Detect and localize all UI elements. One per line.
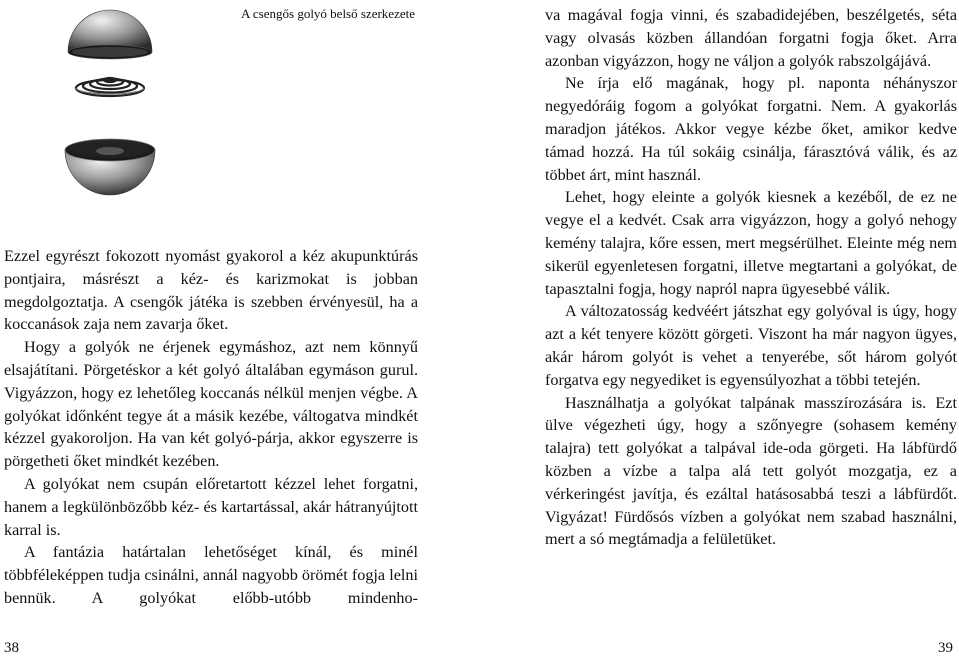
illustration-caption: A csengős golyó belső szerkezete <box>240 6 415 21</box>
paragraph: Hogy a golyók ne érjenek egymáshoz, azt nem könnyű elsajátítani. Pörgetéskor a két golyó általában egymáson gurul. Vigyázzon, hogy ez lehetőleg koccanás nélkül menjen végbe. A golyókat időnként tegye át a másik kezébe, váltogatva mindkét kézzel gyakoroljon. Ha van két golyó-párja, akkor egyszerre is pörgetheti őket mindkét kezében. <box>4 338 418 471</box>
paragraph: A fantázia határtalan lehetőséget kínál, és minél többféleképpen tudja csinálni, annál nagyobb örömét fogja lelni bennük. A golyókat előbb-utóbb mindenho- <box>4 543 418 607</box>
paragraph: Ezzel egyrészt fokozott nyomást gyakorol a kéz akupunktúrás pontjaira, másrészt a kéz- és karizmokat is jobban megdolgoztatja. A csengők játéka is szebben érvényesül, ha a koccanások zaja nem zavarja őket. <box>4 247 418 334</box>
paragraph: Használhatja a golyókat talpának masszírozására is. Ezt ülve végezheti úgy, hogy a szőnyegre (sohasem kemény talajra) tett golyókat a talpával ide-oda görgeti. Ha lábfürdő közben a vízbe a talpa alá tett golyót mozgatja, ez a vérkeringést javítja, és ezáltal hatásosabbá teszi a lábfürdőt. Vigyázat! Fürdősós vízben a golyókat nem szabad használni, mert a só megtámadja a felületüket. <box>545 393 957 549</box>
page-number-right: 39 <box>938 640 953 656</box>
lower-hemisphere <box>65 139 155 195</box>
paragraph: Lehet, hogy eleinte a golyók kiesnek a kezéből, de ez ne vegye el a kedvét. Csak arra vigyázzon, hogy a golyó nehogy kemény talajra, kőre essen, mert megsérülhet. Eleinte még nem sikerül egyenletesen forgatni, illetve megtartani a golyókat, de tapasztalni fogja, hogy napról napra ügyesebbé válik. <box>545 188 957 298</box>
paragraph: va magával fogja vinni, és szabadidejében, beszélgetés, séta vagy olvasás közben állandóan forgatni fogja őket. Arra azonban vigyázzon, hogy ne váljon a golyók rabszolgájává. <box>545 6 957 70</box>
paragraph: A változatosság kedvéért játszhat egy golyóval is úgy, hogy azt a két tenyere között görgeti. Viszont ha már nagyon ügyes, akár három golyót is vehet a tenyerébe, sőt három golyót forgatva egy negyediket is egyensúlyozhat a többi tetején. <box>545 302 957 389</box>
spiral-coil <box>76 78 144 96</box>
right-column <box>545 4 957 551</box>
paragraph: Ne írja elő magának, hogy pl. naponta néhányszor negyedóráig fogom a golyókat forgatni. Nem. A gyakorlás maradjon játékos. Akkor vegye kézbe őket, amikor kedve támad hozzá. Ha túl sokáig csinálja, fárasztóvá válik, és az többet árt, mint használ. <box>545 74 957 184</box>
upper-hemisphere <box>68 10 152 59</box>
left-column <box>4 245 418 610</box>
bell-ball-illustration <box>40 0 180 215</box>
paragraph: A golyókat nem csupán előretartott kézzel lehet forgatni, hanem a legkülönbözőbb kéz- és kartartással, akár hátranyújtott karral is. <box>4 474 418 539</box>
page-number-left: 38 <box>4 640 19 656</box>
